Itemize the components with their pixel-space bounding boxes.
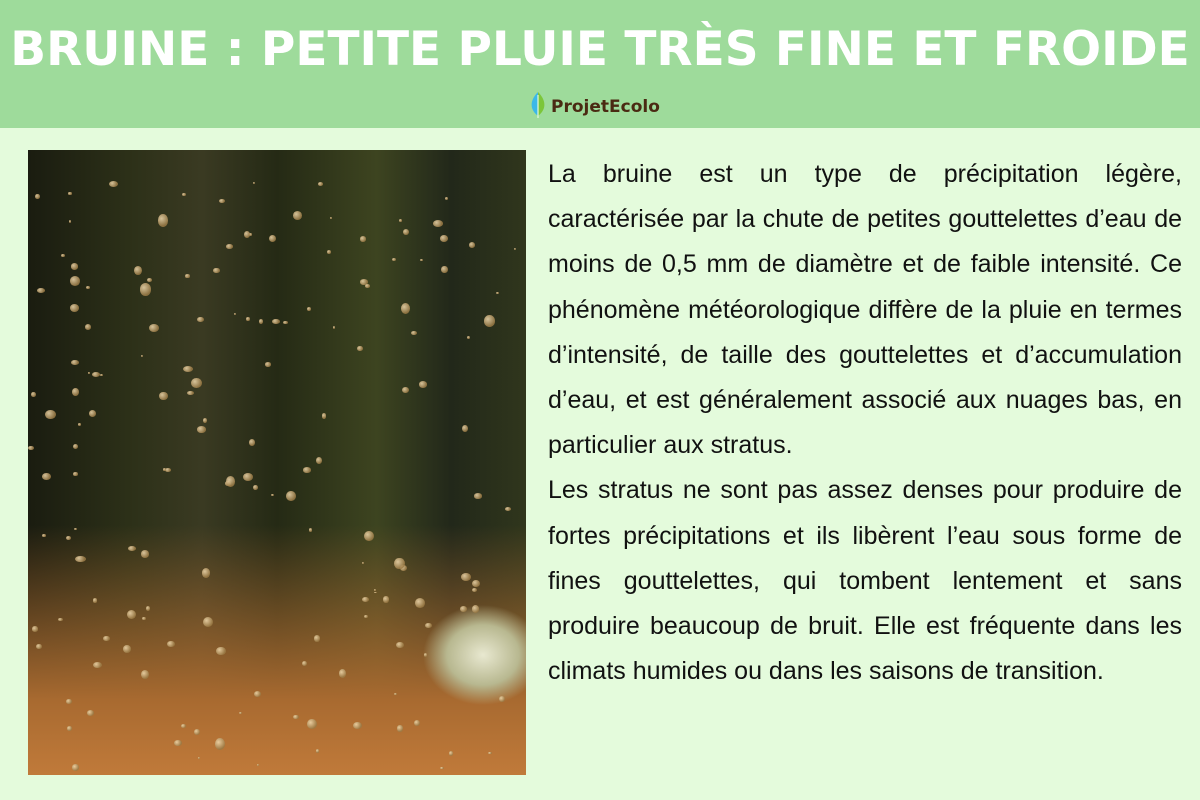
raindrop: [185, 274, 189, 278]
raindrop: [85, 324, 91, 330]
raindrop: [254, 691, 262, 697]
logo-text: ProjetEcolo: [551, 97, 660, 117]
raindrop: [362, 597, 369, 602]
page-title: BRUINE : PETITE PLUIE TRÈS FINE ET FROIDE: [10, 22, 1190, 77]
raindrop: [103, 636, 110, 642]
raindrop: [309, 528, 313, 532]
raindrop: [72, 388, 79, 396]
raindrop: [394, 558, 404, 570]
raindrop: [87, 710, 94, 716]
raindrop: [314, 635, 321, 642]
raindrop: [89, 410, 96, 417]
raindrop: [123, 645, 131, 653]
raindrop: [397, 725, 402, 731]
raindrop: [462, 425, 468, 432]
raindrop: [364, 531, 374, 541]
raindrop: [134, 266, 142, 275]
raindrop: [71, 263, 78, 269]
raindrop: [259, 319, 263, 324]
raindrop: [316, 457, 322, 464]
raindrop: [74, 528, 77, 530]
raindrop: [72, 764, 79, 770]
raindrop: [42, 473, 51, 480]
raindrop: [146, 606, 150, 611]
raindrop: [293, 715, 299, 720]
raindrop: [414, 720, 420, 727]
raindrop: [182, 193, 186, 196]
raindrop: [203, 418, 207, 423]
raindrop: [92, 372, 100, 377]
raindrop: [31, 392, 35, 397]
raindrop: [75, 556, 86, 563]
raindrop: [403, 229, 409, 235]
raindrop: [58, 618, 63, 621]
leaf-icon: [528, 91, 548, 123]
raindrop: [302, 661, 307, 666]
raindrop: [215, 738, 225, 750]
raindrop: [73, 472, 77, 476]
raindrop: [128, 546, 136, 551]
raindrop: [197, 426, 206, 433]
raindrop: [141, 355, 144, 357]
raindrop: [469, 242, 475, 248]
raindrop: [514, 248, 516, 251]
raindrop: [496, 292, 499, 295]
article-text: [548, 152, 1182, 694]
raindrop: [73, 444, 78, 449]
raindrop: [265, 362, 271, 366]
raindrop: [203, 617, 213, 627]
raindrop: [433, 220, 444, 227]
projetecolo-logo[interactable]: [528, 91, 660, 123]
raindrop: [420, 259, 423, 261]
raindrop: [365, 284, 370, 287]
raindrop: [374, 589, 376, 591]
raindrop: [187, 391, 194, 395]
raindrop: [37, 288, 45, 293]
raindrop: [88, 372, 90, 374]
raindrop: [66, 536, 71, 540]
raindrop: [226, 244, 234, 249]
raindrop: [202, 568, 210, 577]
raindrop: [339, 669, 346, 677]
raindrop: [149, 324, 159, 332]
raindrop: [353, 722, 362, 729]
raindrop: [141, 670, 149, 679]
raindrop: [71, 360, 79, 365]
raindrop: [141, 550, 150, 558]
raindrop: [357, 346, 363, 351]
raindrop: [86, 286, 91, 289]
header-banner: [0, 0, 1200, 128]
raindrop: [78, 423, 81, 425]
raindrop: [440, 767, 444, 769]
raindrop: [472, 588, 477, 592]
drizzle-window-photo: [28, 150, 526, 775]
raindrop: [147, 278, 152, 282]
raindrop: [402, 387, 409, 393]
raindrop: [216, 647, 226, 655]
raindrop: [181, 724, 186, 728]
raindrop: [93, 598, 97, 602]
raindrop: [197, 317, 204, 322]
raindrop: [68, 192, 72, 194]
raindrop: [472, 580, 480, 587]
raindrop: [330, 217, 332, 219]
raindrop: [484, 315, 495, 327]
raindrop: [66, 699, 72, 704]
raindrop: [394, 693, 397, 695]
paragraph-definition: La bruine est un type de précipitation légère, caractérisée par la chute de petites gouttelettes d’eau de moins de 0,5 mm de diamètre et de faible intensité. Ce phénomène météorologique diffère de la pluie en termes d’intensité, de taille des gouttelettes et d’accumulation d’eau, et est généralement associé aux nuages bas, en particulier aux stratus.: [548, 160, 1182, 460]
raindrop: [249, 439, 255, 446]
raindrop: [239, 712, 242, 714]
raindrop: [142, 617, 146, 621]
raindrop: [198, 757, 200, 759]
raindrop: [70, 276, 80, 285]
raindrop: [472, 605, 479, 613]
raindrop: [318, 182, 324, 186]
raindrop: [425, 623, 432, 628]
raindrop: [392, 258, 396, 261]
raindrop: [505, 507, 511, 511]
raindrop: [191, 378, 202, 388]
raindrop: [424, 653, 427, 656]
raindrop: [460, 606, 467, 612]
raindrop: [364, 615, 368, 618]
raindrop: [140, 283, 151, 295]
raindrop: [32, 626, 38, 631]
raindrop: [183, 366, 194, 372]
raindrop: [383, 596, 389, 602]
raindrop: [269, 235, 276, 242]
raindrop: [243, 473, 254, 481]
raindrop: [286, 491, 295, 501]
raindrop: [374, 592, 376, 594]
raindrop: [316, 749, 319, 752]
raindrop: [257, 764, 259, 766]
raindrop: [45, 410, 56, 420]
raindrop: [253, 182, 255, 184]
raindrop: [174, 740, 182, 746]
raindrop: [69, 220, 72, 223]
raindrop: [36, 644, 42, 650]
raindrop: [461, 573, 472, 581]
raindrop: [327, 250, 331, 254]
raindrop: [100, 374, 103, 376]
raindrop: [283, 321, 288, 325]
raindrop: [93, 662, 102, 668]
raindrop: [70, 304, 79, 312]
raindrop: [411, 331, 417, 336]
raindrop: [158, 214, 169, 227]
raindrop: [401, 303, 410, 314]
raindrop: [163, 468, 166, 470]
raindrop: [293, 211, 302, 220]
raindrop: [246, 317, 250, 321]
raindrop: [307, 307, 311, 311]
raindrop: [28, 446, 34, 450]
raindrop: [253, 485, 258, 490]
raindrop: [303, 467, 311, 473]
raindrop: [35, 194, 40, 200]
raindrop: [219, 199, 225, 203]
raindrop: [360, 236, 366, 242]
raindrop: [109, 181, 118, 187]
raindrop: [167, 641, 174, 647]
raindrop: [440, 235, 448, 241]
raindrop: [467, 336, 470, 339]
raindrop: [61, 254, 65, 258]
raindrop: [399, 219, 402, 222]
raindrop: [396, 642, 404, 649]
raindrop: [67, 726, 72, 730]
raindrop: [234, 313, 237, 316]
raindrop: [333, 326, 335, 328]
raindrop: [362, 562, 364, 564]
raindrop: [244, 231, 250, 238]
raindrop: [445, 197, 448, 200]
raindrop: [226, 476, 236, 487]
raindrop: [322, 413, 327, 418]
raindrop: [499, 696, 505, 702]
raindrop: [127, 610, 136, 619]
raindrop: [419, 381, 427, 387]
raindrop: [449, 751, 453, 756]
raindrop: [272, 319, 280, 324]
paragraph-stratus: Les stratus ne sont pas assez denses pour produire de fortes précipitations et ils libèrent l’eau sous forme de fines gouttelettes, qui tombent lentement et sans produire beaucoup de bruit. Elle est fréquente dans les climats humides ou dans les saisons de transition.: [548, 476, 1182, 686]
raindrop: [194, 729, 200, 735]
raindrop: [159, 392, 167, 400]
raindrop: [42, 534, 46, 537]
raindrop: [441, 266, 448, 274]
raindrop: [415, 598, 425, 608]
raindrop: [271, 494, 274, 496]
raindrop: [307, 719, 317, 729]
raindrop: [474, 493, 482, 498]
raindrop: [213, 268, 219, 273]
raindrop: [488, 752, 492, 754]
